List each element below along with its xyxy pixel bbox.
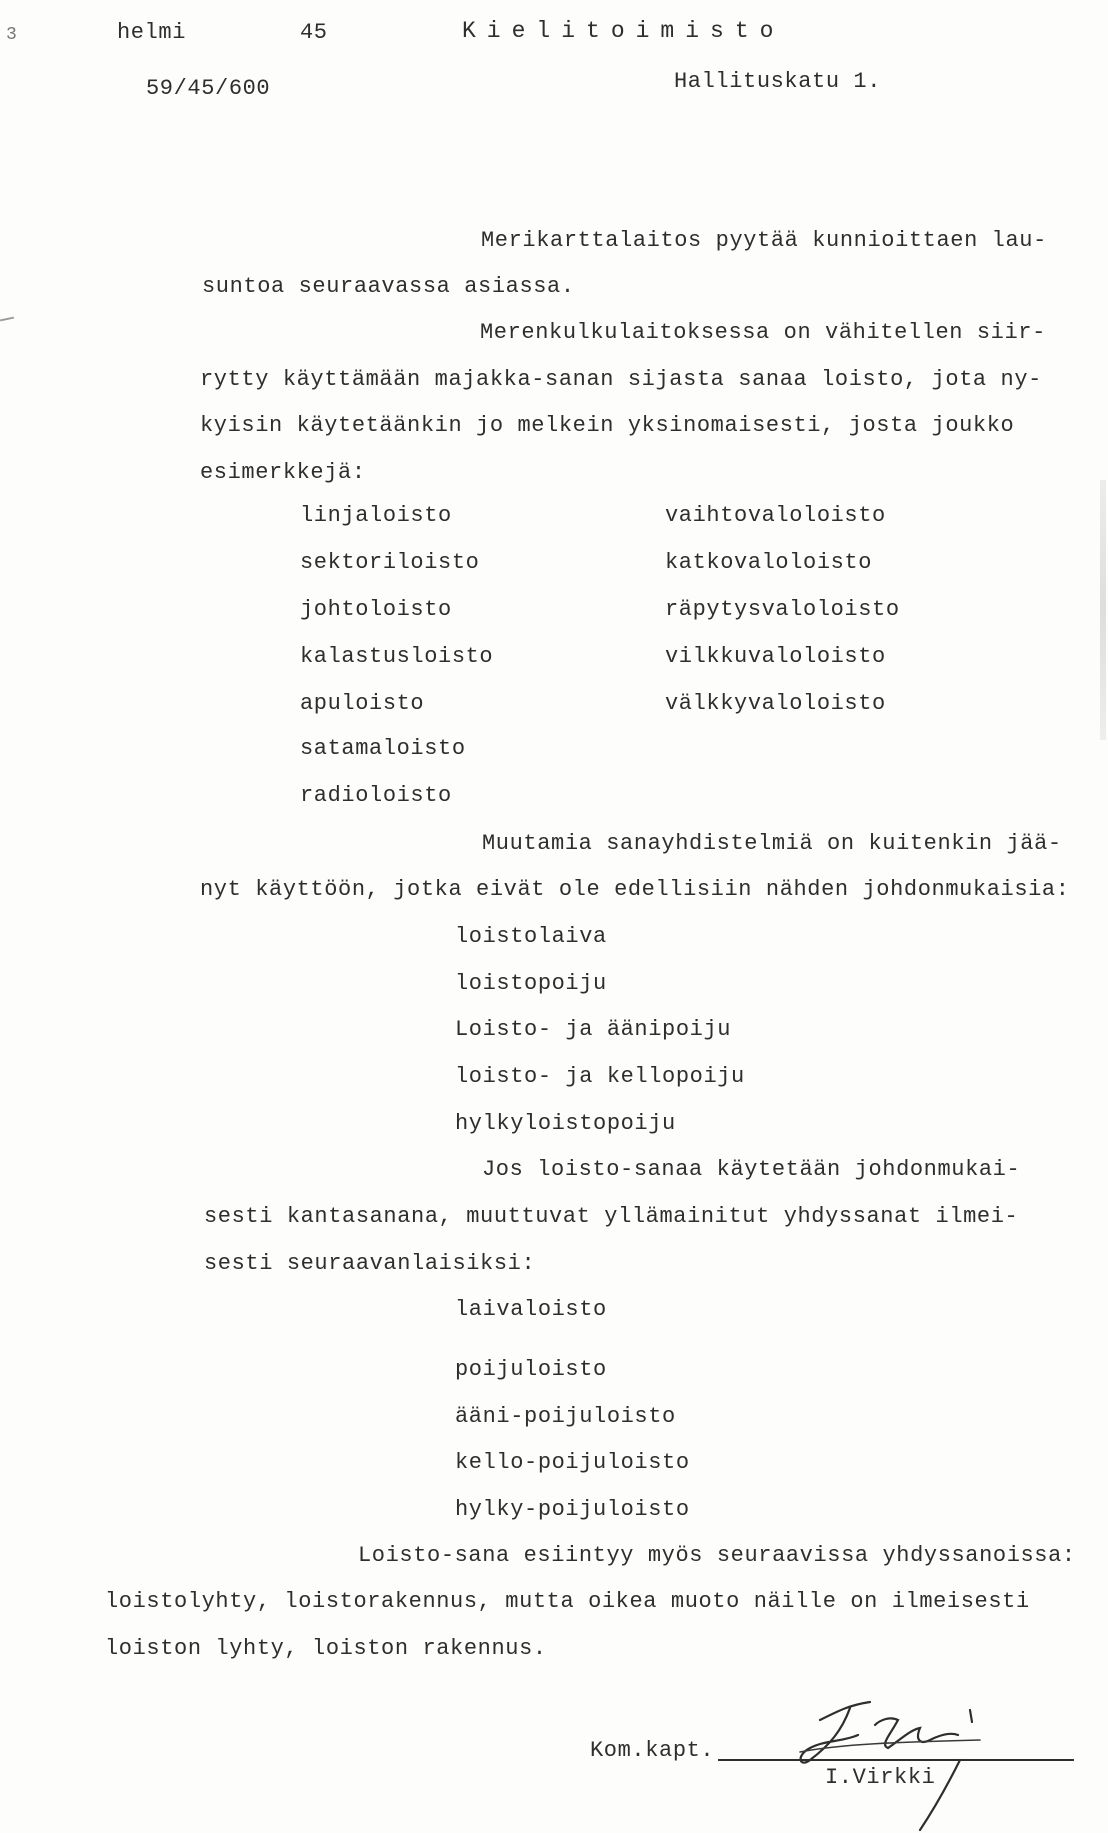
paragraph-1-line-1: Merikarttalaitos pyytää kunnioittaen lau- [481, 228, 1047, 253]
header-year: 45 [300, 20, 328, 45]
new-form-item: kello-poijuloisto [455, 1450, 690, 1475]
header-address: Hallituskatu 1. [674, 69, 882, 94]
paragraph-5-line-1: Loisto-sana esiintyy myös seuraavissa yhdyssanoissa: [358, 1543, 1076, 1568]
example-left-item: linjaloisto [300, 503, 452, 528]
handwritten-signature [780, 1690, 1010, 1833]
paragraph-2-line-1: Merenkulkulaitoksessa on vähitellen siir- [480, 320, 1046, 345]
example-right-item: välkkyvaloloisto [665, 691, 886, 716]
compound-item: Loisto- ja äänipoiju [455, 1017, 732, 1042]
paragraph-2-line-2: rytty käyttämään majakka-sanan sijasta sanaa loisto, jota ny- [200, 367, 1042, 392]
signature-title: Kom.kapt. [590, 1738, 715, 1763]
paragraph-4-line-2: sesti kantasanana, muuttuvat yllämainitut yhdyssanat ilmei- [204, 1204, 1019, 1229]
paragraph-4-line-1: Jos loisto-sanaa käytetään johdonmukai- [482, 1157, 1021, 1182]
scan-edge-shadow [1100, 480, 1106, 740]
example-left-item: apuloisto [300, 691, 425, 716]
example-left-item: radioloisto [300, 783, 452, 808]
paragraph-3-line-1: Muutamia sanayhdistelmiä on kuitenkin jää- [482, 831, 1062, 856]
example-right-item: katkovaloloisto [665, 550, 873, 575]
compound-item: hylkyloistopoiju [455, 1111, 676, 1136]
example-left-item: johtoloisto [300, 597, 452, 622]
corner-mark: 3 [6, 25, 18, 45]
header-month: helmi [117, 20, 187, 45]
margin-mark [0, 317, 14, 322]
example-right-item: räpytysvaloloisto [665, 597, 900, 622]
example-right-item: vaihtovaloloisto [665, 503, 886, 528]
example-left-item: kalastusloisto [300, 644, 494, 669]
new-form-item: poijuloisto [455, 1357, 607, 1382]
compound-item: loistopoiju [455, 971, 607, 996]
compound-item: loistolaiva [455, 924, 607, 949]
paragraph-2-line-4: esimerkkejä: [200, 460, 366, 485]
paragraph-4-line-3: sesti seuraavanlaisiksi: [204, 1251, 536, 1276]
new-form-item: laivaloisto [455, 1297, 607, 1322]
signature-name: I.Virkki [825, 1765, 936, 1790]
paragraph-5-line-2: loistolyhty, loistorakennus, mutta oikea muoto näille on ilmeisesti [105, 1589, 1030, 1614]
new-form-item: hylky-poijuloisto [455, 1497, 690, 1522]
new-form-item: ääni-poijuloisto [455, 1404, 676, 1429]
paragraph-1-line-2: suntoa seuraavassa asiassa. [202, 274, 575, 299]
example-left-item: sektoriloisto [300, 550, 480, 575]
paragraph-5-line-3: loiston lyhty, loiston rakennus. [105, 1636, 547, 1661]
compound-item: loisto- ja kellopoiju [455, 1064, 745, 1089]
example-right-item: vilkkuvaloloisto [665, 644, 886, 669]
paragraph-3-line-2: nyt käyttöön, jotka eivät ole edellisiin nähden johdonmukaisia: [200, 877, 1070, 902]
paragraph-2-line-3: kyisin käytetäänkin jo melkein yksinomaisesti, josta joukko [200, 413, 1015, 438]
header-reference: 59/45/600 [146, 76, 271, 101]
example-left-item: satamaloisto [300, 736, 466, 761]
header-office: Kielitoimisto [462, 18, 785, 44]
